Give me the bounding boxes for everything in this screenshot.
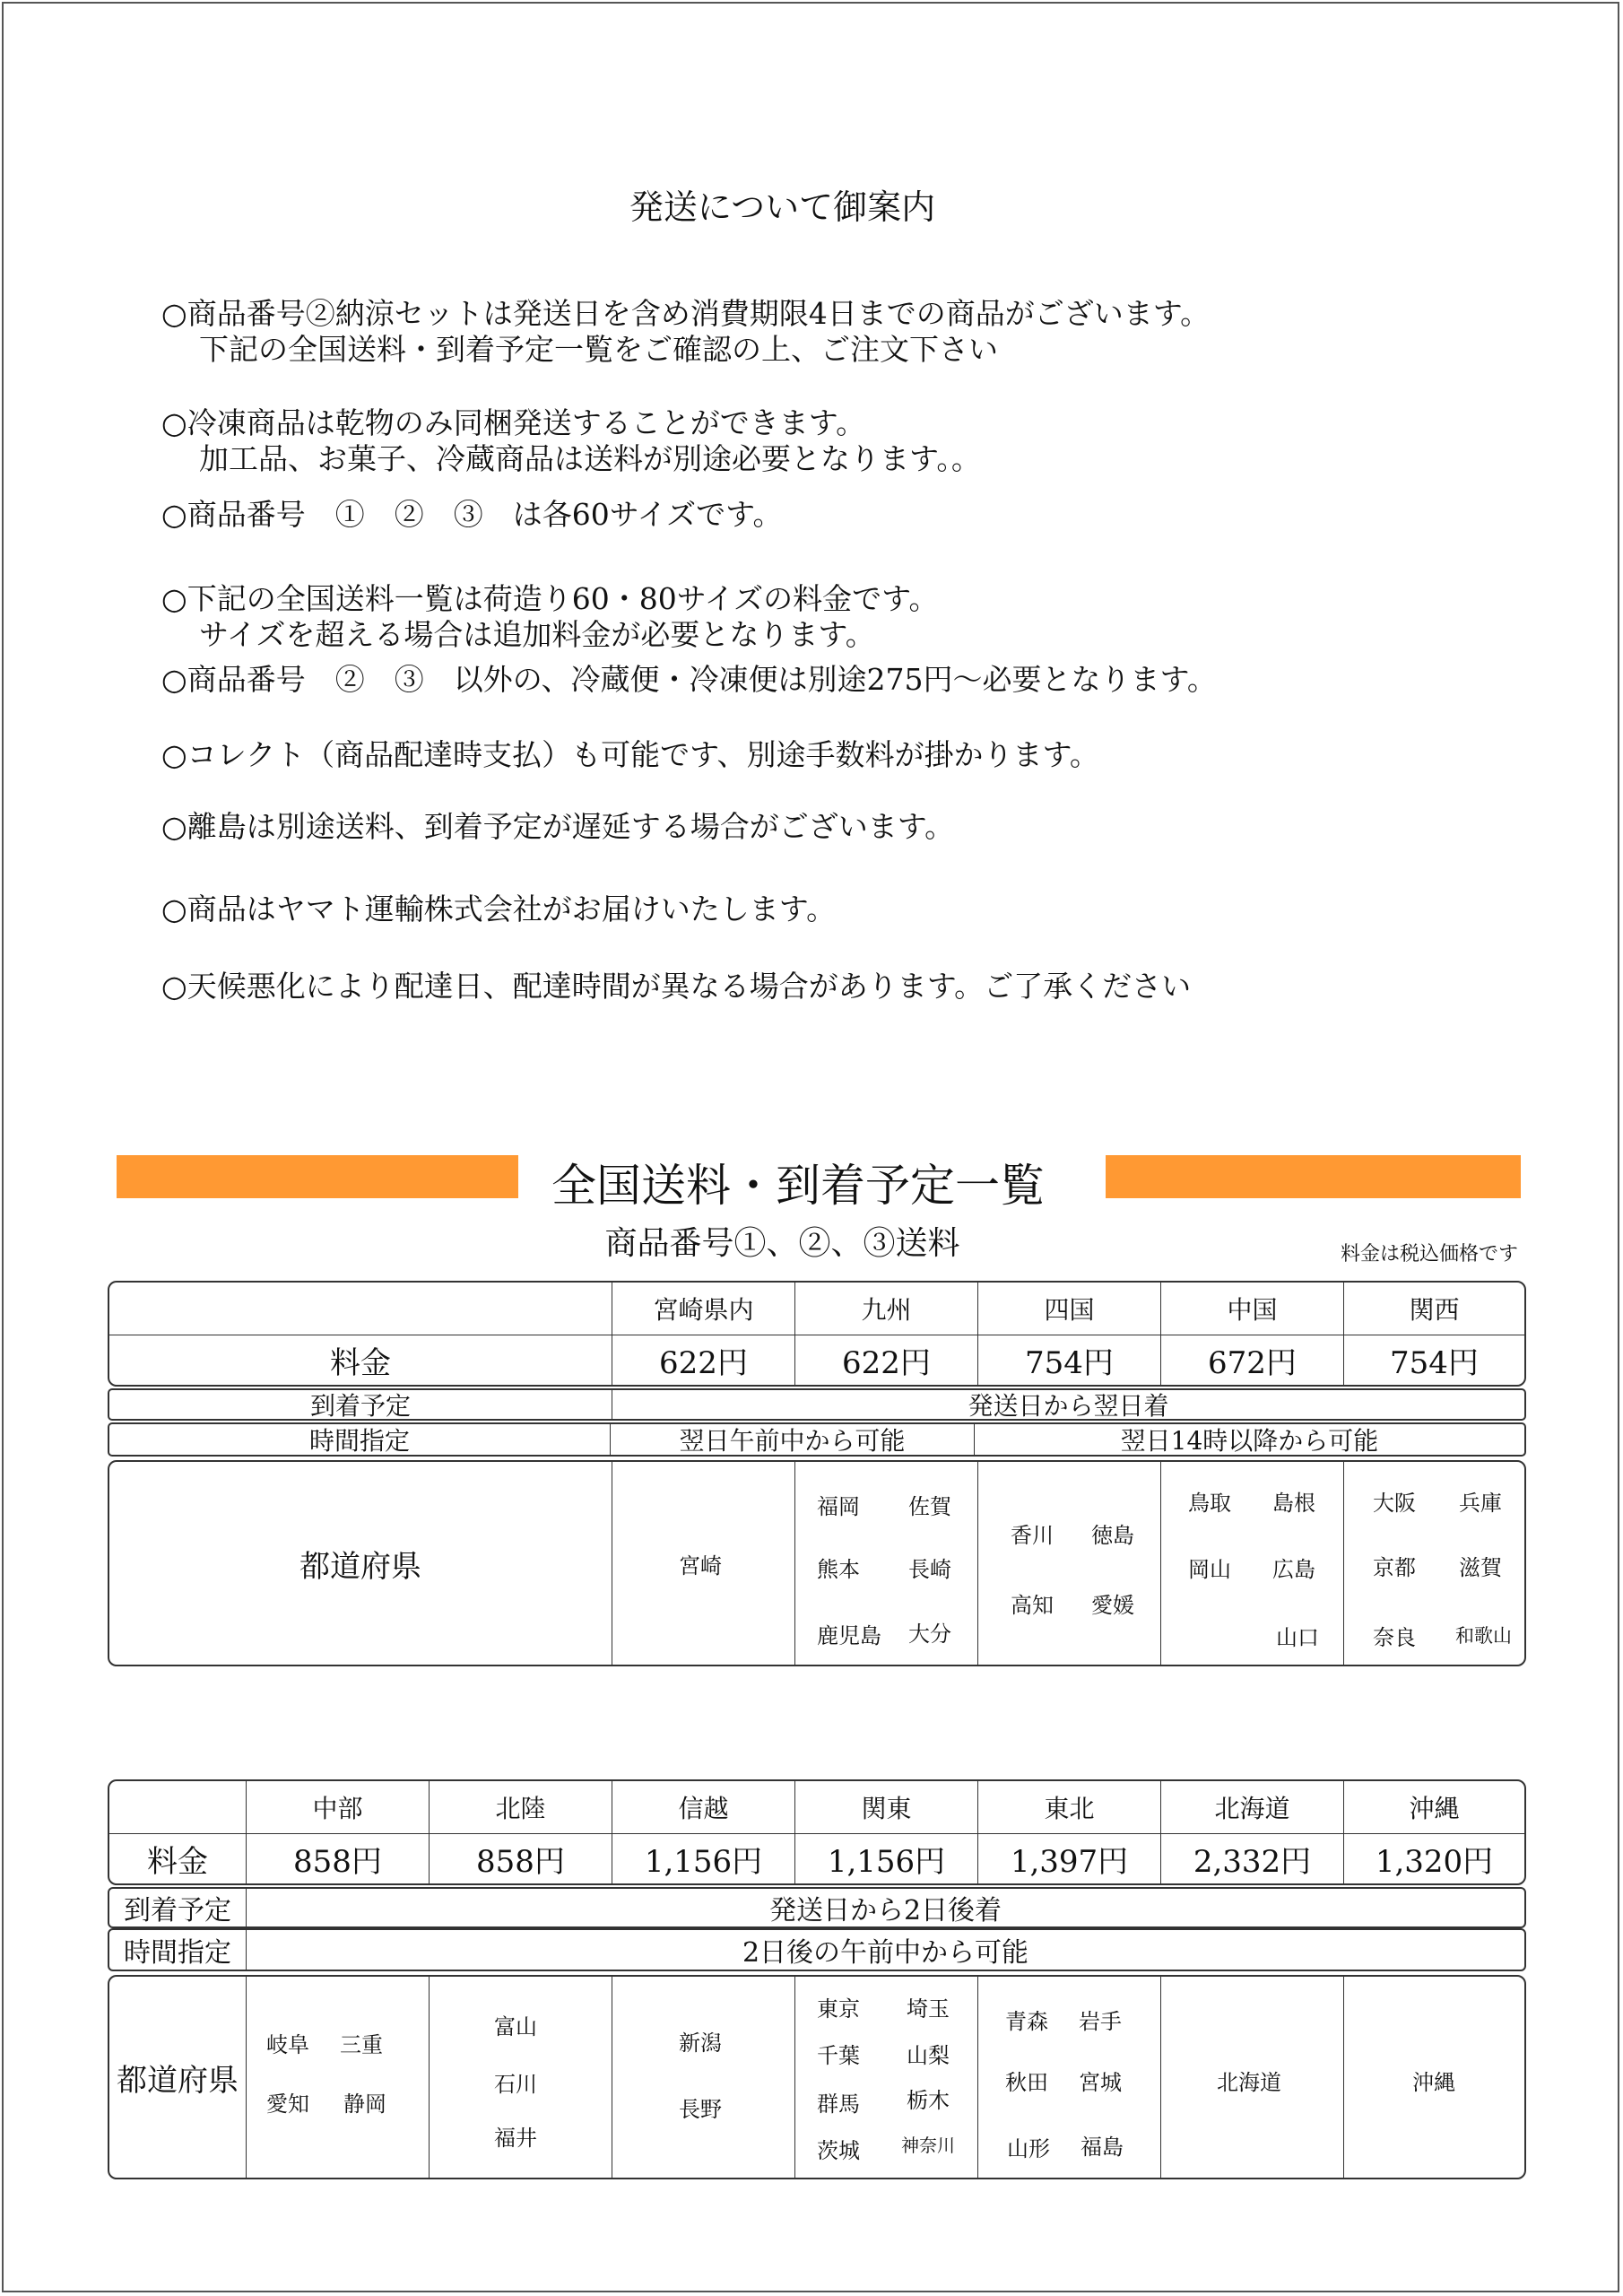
table1-region: 宮崎県内 [612,1283,794,1335]
table2-region: 東北 [977,1781,1160,1833]
notice-line: ○コレクト（商品配達時支払）も可能です、別途手数料が掛かります。 [161,737,1099,772]
prefecture-name: 愛知 [266,2092,309,2117]
notice-item [161,662,1217,698]
notice-line: 下記の全国送料・到着予定一覧をご確認の上、ご注文下さい [199,332,998,367]
table1-fee: 622円 [612,1335,794,1385]
notice-line: ○冷凍商品は乾物のみ同梱発送することができます。 [161,405,866,440]
section-subtitle: 商品番号①、②、③送料 [604,1225,960,1262]
table2-pref-cell [794,1977,977,2178]
prefecture-name: 鹿児島 [817,1623,881,1648]
table1-fee: 622円 [794,1335,977,1385]
table2-pref-cell [1343,1977,1524,2178]
table1-pref-cell [612,1462,794,1665]
notice-line: サイズを超える場合は追加料金が必要となります。 [199,617,875,652]
table2-fee: 1,320円 [1343,1833,1524,1883]
table1-pref-cell [794,1462,977,1665]
notice-line: ○商品番号②納涼セットは発送日を含め消費期限4日までの商品がございます。 [161,296,1211,331]
notice-line: ○商品番号 ① ② ③ は各60サイズです。 [161,497,783,532]
table1-corner-cell [109,1283,612,1335]
prefecture-name: 福岡 [817,1494,860,1519]
prefecture-name: 岩手 [1079,2009,1122,2034]
prefecture-name: 兵庫 [1459,1491,1502,1516]
prefecture-name: 静岡 [343,2092,386,2117]
notice-line: ○商品番号 ② ③ 以外の、冷蔵便・冷凍便は別途275円～必要となります。 [161,662,1217,697]
notice-item [161,405,981,477]
prefecture-name: 香川 [1011,1523,1054,1548]
prefecture-name: 茨城 [817,2138,860,2163]
prefecture-name: 徳島 [1091,1523,1134,1548]
prefecture-name: 山形 [1007,2136,1050,2161]
notice-line: ○商品はヤマト運輸株式会社がお届けいたします。 [161,891,837,926]
table1-pref-cell [977,1462,1160,1665]
page-title: 発送について御案内 [629,187,936,227]
table2-pref-cell [429,1977,612,2178]
table1-time-row [108,1422,1526,1457]
prefecture-name: 高知 [1011,1593,1054,1618]
notice-item [161,969,1191,1004]
notice-line: ○離島は別途送料、到着予定が遅延する場合がございます。 [161,809,955,844]
prefecture-name: 新潟 [679,2031,722,2056]
table1-region: 九州 [794,1283,977,1335]
notice-item [161,581,939,653]
table2-fee: 858円 [246,1833,429,1883]
table1-fee: 672円 [1160,1335,1343,1385]
table1-time-label: 時間指定 [308,1426,410,1456]
prefecture-name: 北海道 [1217,2070,1281,2095]
table2-arrival-label: 到着予定 [124,1895,231,1926]
prefecture-name: 宮城 [1079,2070,1122,2095]
table1-pref-cell [1160,1462,1343,1665]
prefecture-name: 鳥取 [1188,1491,1231,1516]
prefecture-name: 埼玉 [907,1996,950,2022]
prefecture-name: 秋田 [1005,2070,1048,2095]
table1-header-fee-box [108,1281,1526,1387]
table2-fee: 858円 [429,1833,612,1883]
table2-header-fee-box [108,1779,1526,1885]
table2-arrival-row [108,1887,1526,1928]
prefecture-name: 岡山 [1188,1557,1231,1582]
prefecture-name: 佐賀 [908,1494,951,1519]
table1-prefecture-row [108,1460,1526,1666]
prefecture-name: 島根 [1272,1491,1315,1516]
table2-pref-cell [977,1977,1160,2178]
notice-item [161,809,954,845]
prefecture-name: 群馬 [817,2092,860,2117]
notice-item [161,737,1099,773]
table1-fee-row [109,1335,1524,1385]
table2-fee: 1,397円 [977,1833,1160,1883]
notice-item [161,296,1210,368]
prefecture-name: 山梨 [907,2043,950,2068]
table1-arrival-row [108,1388,1526,1421]
prefecture-name: 三重 [340,2032,383,2057]
table1-time-value: 翌日14時以降から可能 [974,1424,1524,1455]
notice-item [161,497,783,533]
table2-pref-cell [246,1977,429,2178]
table2-region: 沖縄 [1343,1781,1524,1833]
table2-time-row [108,1928,1526,1971]
prefecture-name: 大分 [908,1622,951,1647]
notice-line: ○下記の全国送料一覧は荷造り60・80サイズの料金です。 [161,581,939,616]
prefecture-name: 和歌山 [1455,1625,1512,1647]
prefecture-name: 青森 [1005,2009,1048,2034]
banner-bar-right [1106,1155,1521,1198]
prefecture-name: 沖縄 [1412,2070,1455,2095]
table2-arrival-value: 発送日から2日後着 [246,1889,1524,1926]
table2-region: 関東 [794,1781,977,1833]
table2-pref-cell [1160,1977,1343,2178]
prefecture-name: 東京 [817,1996,860,2022]
prefecture-name: 千葉 [817,2043,860,2068]
table1-region: 四国 [977,1283,1160,1335]
prefecture-name: 福島 [1081,2135,1124,2160]
notice-line: ○天候悪化により配達日、配達時間が異なる場合があります。ご了承ください [161,969,1192,1004]
table2-region: 中部 [246,1781,429,1833]
table2-region: 信越 [612,1781,794,1833]
table1-region: 関西 [1343,1283,1524,1335]
table1-fee: 754円 [977,1335,1160,1385]
prefecture-name: 山口 [1276,1625,1319,1650]
table2-pref-label: 都道府県 [117,2062,239,2099]
prefecture-name: 奈良 [1373,1625,1416,1650]
prefecture-name: 長野 [679,2097,722,2122]
table1-pref-cell [1343,1462,1524,1665]
prefecture-name: 愛媛 [1091,1593,1134,1618]
prefecture-name: 富山 [494,2014,537,2039]
table2-fee: 1,156円 [794,1833,977,1883]
prefecture-name: 長崎 [908,1557,951,1582]
table1-fee-label: 料金 [330,1344,391,1381]
prefecture-name: 岐阜 [266,2032,309,2057]
prefecture-name: 滋賀 [1459,1555,1502,1580]
prefecture-name: 宮崎 [679,1553,722,1578]
table1-arrival-value: 発送日から翌日着 [612,1390,1524,1419]
table1-arrival-label: 到着予定 [309,1391,411,1421]
table2-corner-cell [109,1781,246,1833]
table2-region: 北陸 [429,1781,612,1833]
table2-time-value: 2日後の午前中から可能 [246,1930,1524,1970]
prefecture-name: 神奈川 [901,2135,955,2156]
table2-region: 北海道 [1160,1781,1343,1833]
table2-fee: 2,332円 [1160,1833,1343,1883]
prefecture-name: 栃木 [907,2088,950,2113]
notice-item [161,891,836,927]
prefecture-name: 大阪 [1373,1491,1416,1516]
notice-line: 加工品、お菓子、冷蔵商品は送料が別途必要となります。。 [199,441,981,476]
table1-pref-label: 都道府県 [299,1548,421,1585]
table2-fee-row [109,1833,1524,1883]
table1-time-value: 翌日午前中から可能 [610,1424,974,1455]
table2-prefecture-row [108,1975,1526,2179]
table2-fee: 1,156円 [612,1833,794,1883]
table1-fee: 754円 [1343,1335,1524,1385]
prefecture-name: 京都 [1373,1555,1416,1580]
section-title: 全国送料・到着予定一覧 [551,1160,1045,1212]
table1-header-row [109,1283,1524,1335]
table2-time-label: 時間指定 [124,1937,231,1969]
prefecture-name: 熊本 [817,1557,860,1582]
table2-header-row [109,1781,1524,1834]
table1-region: 中国 [1160,1283,1343,1335]
prefecture-name: 福井 [494,2126,537,2151]
table2-fee-label: 料金 [147,1843,208,1880]
tax-note: 料金は税込価格です [1341,1243,1519,1265]
prefecture-name: 広島 [1272,1557,1315,1582]
banner-bar-left [117,1155,518,1198]
table2-pref-cell [612,1977,794,2178]
prefecture-name: 石川 [494,2072,537,2097]
